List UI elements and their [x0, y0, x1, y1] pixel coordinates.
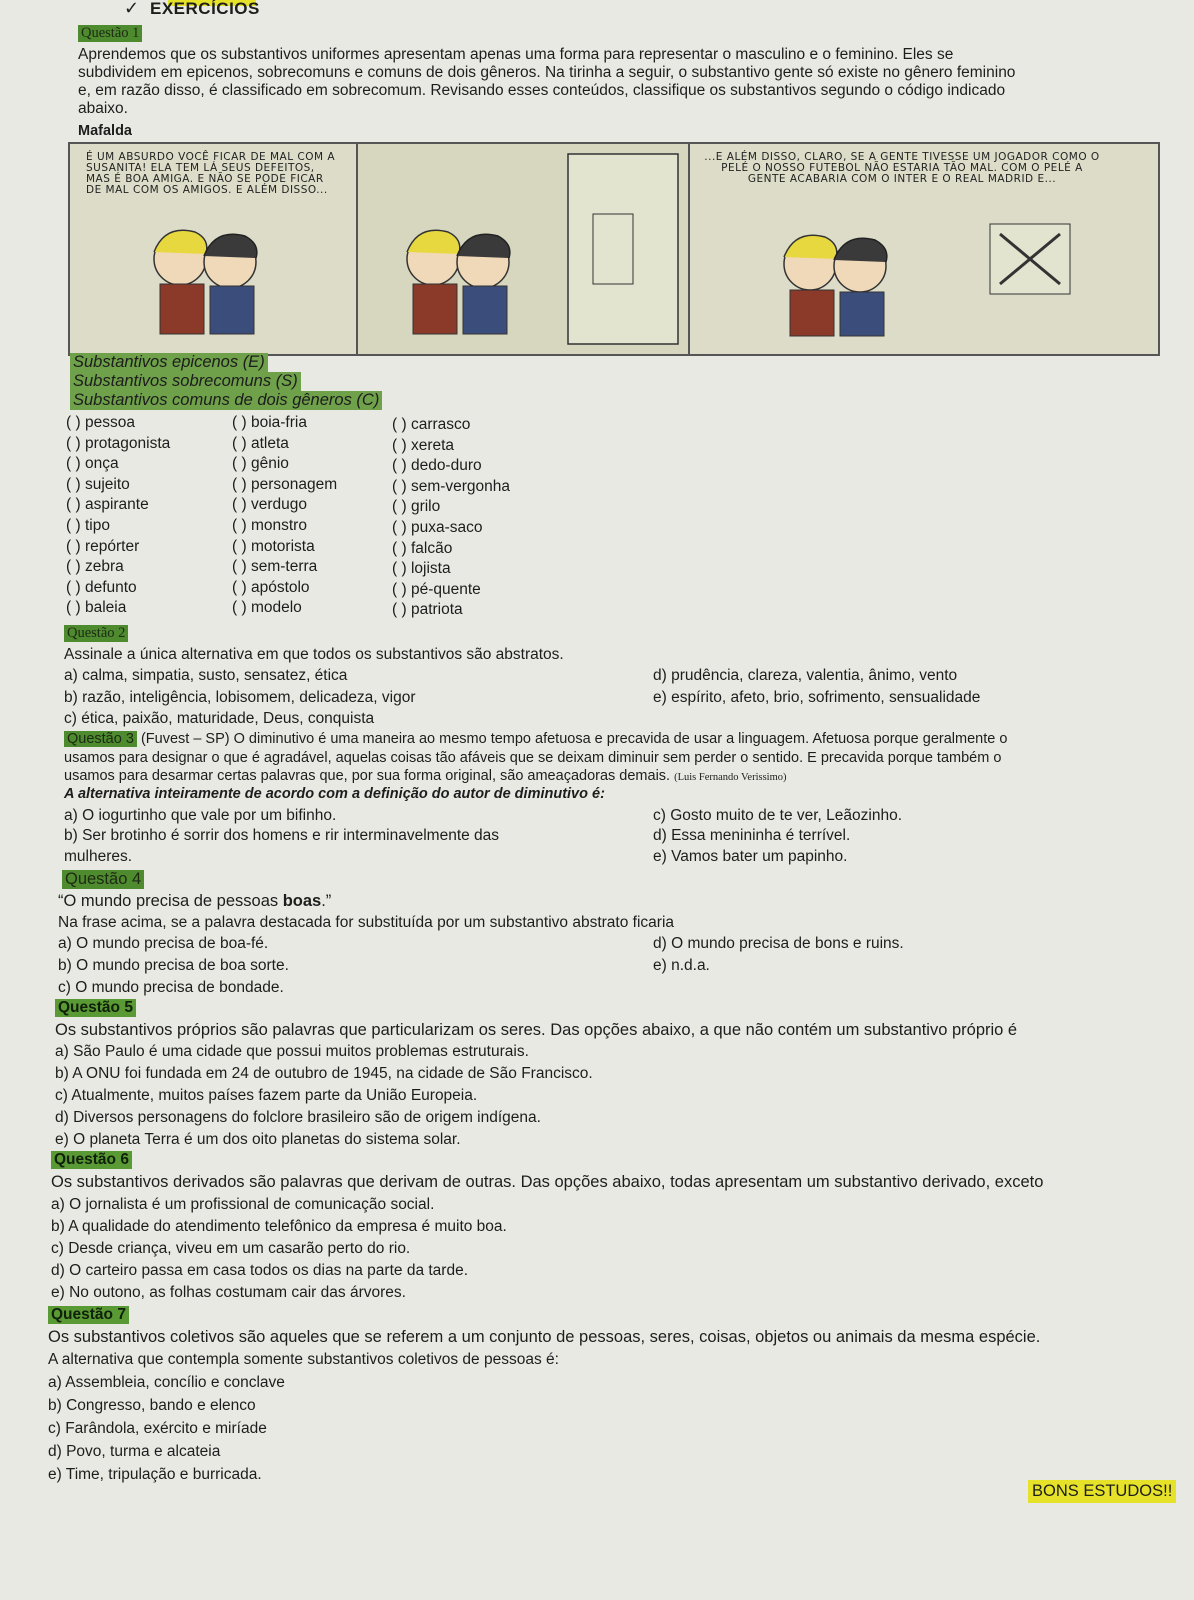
- word: sem-vergonha: [410, 477, 511, 495]
- q1-text-line-3: e, em razão disso, é classificado em sobrecomum. Revisando esses conteúdos, classifique os substantivos segundo o código indicado: [78, 82, 1006, 99]
- word-item[interactable]: [232, 517, 337, 538]
- blank: ( ): [66, 578, 81, 596]
- legend-sobrecomuns: [70, 372, 301, 391]
- blank: ( ): [392, 477, 407, 495]
- word: pessoa: [84, 414, 135, 431]
- q2-stem: Assinale a única alternativa em que todos os substantivos são abstratos.: [64, 646, 564, 663]
- word-item[interactable]: [66, 455, 170, 476]
- q6-option-d[interactable]: d) O carteiro passa em casa todos os dias na parte da tarde.: [51, 1262, 469, 1279]
- q4-quote-bold: boas: [282, 892, 322, 910]
- word: boia-fria: [250, 414, 307, 431]
- q2-option-b[interactable]: b) razão, inteligência, lobisomem, delicadeza, vigor: [64, 689, 416, 706]
- q5-option-a[interactable]: a) São Paulo é uma cidade que possui muitos problemas estruturais.: [55, 1043, 529, 1060]
- q4-quote: [58, 892, 331, 911]
- word-item[interactable]: [392, 437, 510, 458]
- comic-panel-1-art: [70, 144, 356, 354]
- q4-option-b[interactable]: b) O mundo precisa de boa sorte.: [58, 957, 289, 974]
- q5-stem: Os substantivos próprios são palavras que particularizam os seres. Das opções abaixo, a que não contém um substantivo próprio é: [55, 1021, 1018, 1039]
- comic-strip: [68, 142, 1160, 356]
- blank: ( ): [232, 599, 247, 617]
- q4-quote-post: .”: [321, 892, 332, 910]
- q1-text-line-4: abaixo.: [78, 100, 128, 117]
- blank: ( ): [392, 498, 407, 516]
- blank: ( ): [232, 434, 247, 452]
- word-item[interactable]: [392, 478, 510, 499]
- blank: ( ): [232, 578, 247, 596]
- q5-option-c[interactable]: c) Atualmente, muitos países fazem parte da União Europeia.: [55, 1087, 478, 1104]
- q3-label: Questão 3: [64, 731, 137, 747]
- q6-option-b[interactable]: b) A qualidade do atendimento telefônico da empresa é muito boa.: [51, 1218, 507, 1235]
- legend-comuns-text: Substantivos comuns de dois gêneros (C): [73, 391, 380, 409]
- comic-bubble-1: É UM ABSURDO VOCÊ FICAR DE MAL COM A SUSANITA! ELA TEM LÁ SEUS DEFEITOS, MAS É BOA AMIGA. E NÃO SE PODE FICAR DE MAL COM OS AMIGOS. E ALÉM DISSO...: [86, 151, 336, 196]
- q3-option-d[interactable]: d) Essa menininha é terrível.: [653, 827, 851, 844]
- blank: ( ): [66, 475, 81, 493]
- word-item[interactable]: [392, 540, 510, 561]
- word-item[interactable]: [392, 416, 510, 437]
- q1-text-line-2: subdividem em epicenos, sobrecomuns e comuns de dois gêneros. Na tirinha a seguir, o substantivo gente só existe no gênero feminino: [78, 64, 1016, 81]
- q7-option-d[interactable]: d) Povo, turma e alcateia: [48, 1443, 221, 1460]
- q4-option-a[interactable]: a) O mundo precisa de boa-fé.: [58, 935, 269, 952]
- q6-stem: Os substantivos derivados são palavras que derivam de outras. Das opções abaixo, todas apresentam um substantivo derivado, exceto: [51, 1173, 1044, 1191]
- blank: ( ): [66, 537, 81, 555]
- word: protagonista: [84, 434, 171, 452]
- word-item[interactable]: [392, 457, 510, 478]
- q3-line-3-text: usamos para desarmar certas palavras que, por sua forma original, são ameaçadoras demais.: [64, 768, 671, 784]
- bons-estudos-banner: BONS ESTUDOS!!: [1028, 1480, 1176, 1503]
- word: lojista: [410, 560, 451, 578]
- blank: ( ): [66, 516, 81, 534]
- word-item[interactable]: [66, 496, 170, 517]
- title-check: ✓: [124, 0, 140, 19]
- q7-label: Questão 7: [48, 1306, 129, 1324]
- blank: ( ): [66, 599, 81, 617]
- q2-option-c[interactable]: c) ética, paixão, maturidade, Deus, conquista: [64, 710, 375, 727]
- q5-option-d[interactable]: d) Diversos personagens do folclore brasileiro são de origem indígena.: [55, 1109, 541, 1126]
- word: patriota: [410, 601, 463, 619]
- word: motorista: [250, 537, 315, 555]
- word-item[interactable]: [392, 560, 510, 581]
- word-column-2: [232, 414, 337, 620]
- q1-text-line-1: Aprendemos que os substantivos uniformes apresentam apenas uma forma para representar o masculino e o feminino. Eles se: [78, 46, 954, 63]
- comic-title: Mafalda: [78, 123, 132, 139]
- q7-option-b[interactable]: b) Congresso, bando e elenco: [48, 1397, 256, 1414]
- word: repórter: [84, 537, 140, 555]
- word-item[interactable]: [66, 599, 170, 620]
- word-item[interactable]: [392, 519, 510, 540]
- word: personagem: [250, 475, 338, 493]
- q7-option-c[interactable]: c) Farândola, exército e miríade: [48, 1420, 267, 1437]
- q3-line-3: [64, 768, 787, 786]
- word: apóstolo: [250, 578, 310, 596]
- word-item[interactable]: [392, 498, 510, 519]
- word-item[interactable]: [232, 538, 337, 559]
- word: grilo: [410, 498, 441, 516]
- page-title: EXERCÍCIOS: [150, 0, 260, 18]
- word: puxa-saco: [410, 518, 483, 536]
- q4-label: Questão 4: [62, 870, 144, 889]
- q5-option-b[interactable]: b) A ONU foi fundada em 24 de outubro de 1945, na cidade de São Francisco.: [55, 1065, 593, 1082]
- word-item[interactable]: [232, 476, 337, 497]
- word-item[interactable]: [66, 517, 170, 538]
- word-item[interactable]: [232, 558, 337, 579]
- blank: ( ): [392, 601, 407, 619]
- q4-option-d[interactable]: d) O mundo precisa de bons e ruins.: [653, 935, 904, 952]
- word: tipo: [84, 516, 110, 534]
- comic-panel-3: [690, 144, 1158, 354]
- word: atleta: [250, 434, 289, 452]
- word: gênio: [250, 455, 289, 473]
- q6-option-a[interactable]: a) O jornalista é um profissional de comunicação social.: [51, 1196, 435, 1213]
- q7-stem: Os substantivos coletivos são aqueles que se referem a um conjunto de pessoas, seres, coisas, objetos ou animais da mesma espécie.: [48, 1328, 1041, 1346]
- word: dedo-duro: [410, 457, 482, 475]
- word-column-1: [66, 414, 170, 620]
- word-item[interactable]: [66, 538, 170, 559]
- blank: ( ): [66, 455, 81, 473]
- blank: ( ): [392, 539, 407, 557]
- q5-option-e[interactable]: e) O planeta Terra é um dos oito planetas do sistema solar.: [55, 1131, 461, 1148]
- word: xereta: [410, 436, 455, 454]
- word-item[interactable]: [66, 435, 170, 456]
- legend-epicenos-text: Substantivos epicenos (E): [73, 353, 265, 371]
- word: onça: [84, 455, 119, 473]
- word: falcão: [410, 539, 453, 557]
- blank: ( ): [232, 414, 247, 431]
- word-item[interactable]: [66, 579, 170, 600]
- q3-line-1-text: (Fuvest – SP) O diminutivo é uma maneira ao mesmo tempo afetuosa e precavida de usar a linguagem. Afetuosa porque geralmente o: [140, 731, 1008, 747]
- word-item[interactable]: [232, 435, 337, 456]
- blank: ( ): [66, 414, 81, 431]
- q2-label: Questão 2: [64, 625, 128, 642]
- q3-option-b[interactable]: b) Ser brotinho é sorrir dos homens e rir interminavelmente das: [64, 827, 500, 844]
- word-item[interactable]: [232, 496, 337, 517]
- q6-label: Questão 6: [51, 1151, 132, 1169]
- legend-comuns: [70, 391, 382, 410]
- q6-option-e[interactable]: e) No outono, as folhas costumam cair das árvores.: [51, 1284, 406, 1301]
- blank: ( ): [232, 558, 247, 576]
- word: carrasco: [410, 416, 471, 433]
- word-item[interactable]: [66, 476, 170, 497]
- q3-source: (Luis Fernando Verissimo): [674, 772, 787, 783]
- word-item[interactable]: [66, 414, 170, 435]
- blank: ( ): [392, 580, 407, 598]
- comic-panel-3-art: [690, 144, 1158, 354]
- q3-line-2: usamos para designar o que é agradável, aquelas coisas tão afáveis que se deixam diminuir sem perder o sentido. E precavida porque também o: [64, 750, 1002, 766]
- blank: ( ): [392, 560, 407, 578]
- q7-option-e[interactable]: e) Time, tripulação e burricada.: [48, 1466, 262, 1483]
- blank: ( ): [66, 496, 81, 514]
- word: defunto: [84, 578, 137, 596]
- q3-option-c[interactable]: c) Gosto muito de te ver, Leãozinho.: [653, 807, 902, 824]
- q3-option-e[interactable]: e) Vamos bater um papinho.: [653, 848, 848, 865]
- comic-panel-1: [70, 144, 358, 354]
- blank: ( ): [232, 455, 247, 473]
- q3-prompt: A alternativa inteiramente de acordo com a definição do autor de diminutivo é:: [64, 786, 605, 802]
- comic-bubble-2: ...E ALÉM DISSO, CLARO, SE A GENTE TIVESSE UM JOGADOR COMO O PELÉ O NOSSO FUTEBOL NÃO ESTARIA TÃO MAL. COM O PELÉ A GENTE ACABARIA COM O INTER E O REAL MADRID E...: [704, 151, 1100, 185]
- word: verdugo: [250, 496, 307, 514]
- q5-label: Questão 5: [55, 999, 136, 1017]
- q7-prompt: A alternativa que contempla somente substantivos coletivos de pessoas é:: [48, 1351, 559, 1368]
- word-item[interactable]: [232, 599, 337, 620]
- blank: ( ): [66, 558, 81, 576]
- q6-option-c[interactable]: c) Desde criança, viveu em um casarão perto do rio.: [51, 1240, 411, 1257]
- blank: ( ): [232, 516, 247, 534]
- blank: ( ): [392, 436, 407, 454]
- word-item[interactable]: [232, 455, 337, 476]
- word: zebra: [84, 558, 124, 576]
- legend-sobrecomuns-text: Substantivos sobrecomuns (S): [73, 372, 298, 390]
- blank: ( ): [232, 537, 247, 555]
- q3-option-a[interactable]: a) O iogurtinho que vale por um bifinho.: [64, 807, 337, 824]
- word: sem-terra: [250, 558, 318, 576]
- blank: ( ): [392, 457, 407, 475]
- blank: ( ): [232, 475, 247, 493]
- word-item[interactable]: [66, 558, 170, 579]
- word-item[interactable]: [232, 414, 337, 435]
- comic-panel-2-art: [358, 144, 688, 354]
- blank: ( ): [392, 416, 407, 433]
- q4-quote-pre: “O mundo precisa de pessoas: [58, 892, 283, 910]
- word: modelo: [250, 599, 302, 617]
- q7-option-a[interactable]: a) Assembleia, concílio e conclave: [48, 1374, 285, 1391]
- q2-option-d[interactable]: d) prudência, clareza, valentia, ânimo, vento: [653, 667, 958, 684]
- word: monstro: [250, 516, 307, 534]
- q4-stem: Na frase acima, se a palavra destacada for substituída por um substantivo abstrato ficaria: [58, 914, 675, 931]
- q2-option-a[interactable]: a) calma, simpatia, susto, sensatez, ética: [64, 667, 348, 684]
- word: sujeito: [84, 475, 130, 493]
- blank: ( ): [66, 434, 81, 452]
- q3-line-1: [64, 731, 1007, 748]
- q2-option-e[interactable]: e) espírito, afeto, brio, sofrimento, sensualidade: [653, 689, 981, 706]
- q4-option-e[interactable]: e) n.d.a.: [653, 957, 710, 974]
- word: pé-quente: [410, 580, 481, 598]
- word-item[interactable]: [392, 601, 510, 622]
- word-item[interactable]: [392, 581, 510, 602]
- comic-panel-2: [358, 144, 690, 354]
- word: aspirante: [84, 496, 149, 514]
- word-item[interactable]: [232, 579, 337, 600]
- legend-epicenos: [70, 353, 268, 372]
- word: baleia: [84, 599, 127, 617]
- q4-option-c[interactable]: c) O mundo precisa de bondade.: [58, 979, 284, 996]
- word-column-3: [392, 416, 510, 622]
- blank: ( ): [392, 518, 407, 536]
- q1-label: Questão 1: [78, 25, 142, 42]
- q3-option-b-cont[interactable]: mulheres.: [64, 848, 133, 865]
- blank: ( ): [232, 496, 247, 514]
